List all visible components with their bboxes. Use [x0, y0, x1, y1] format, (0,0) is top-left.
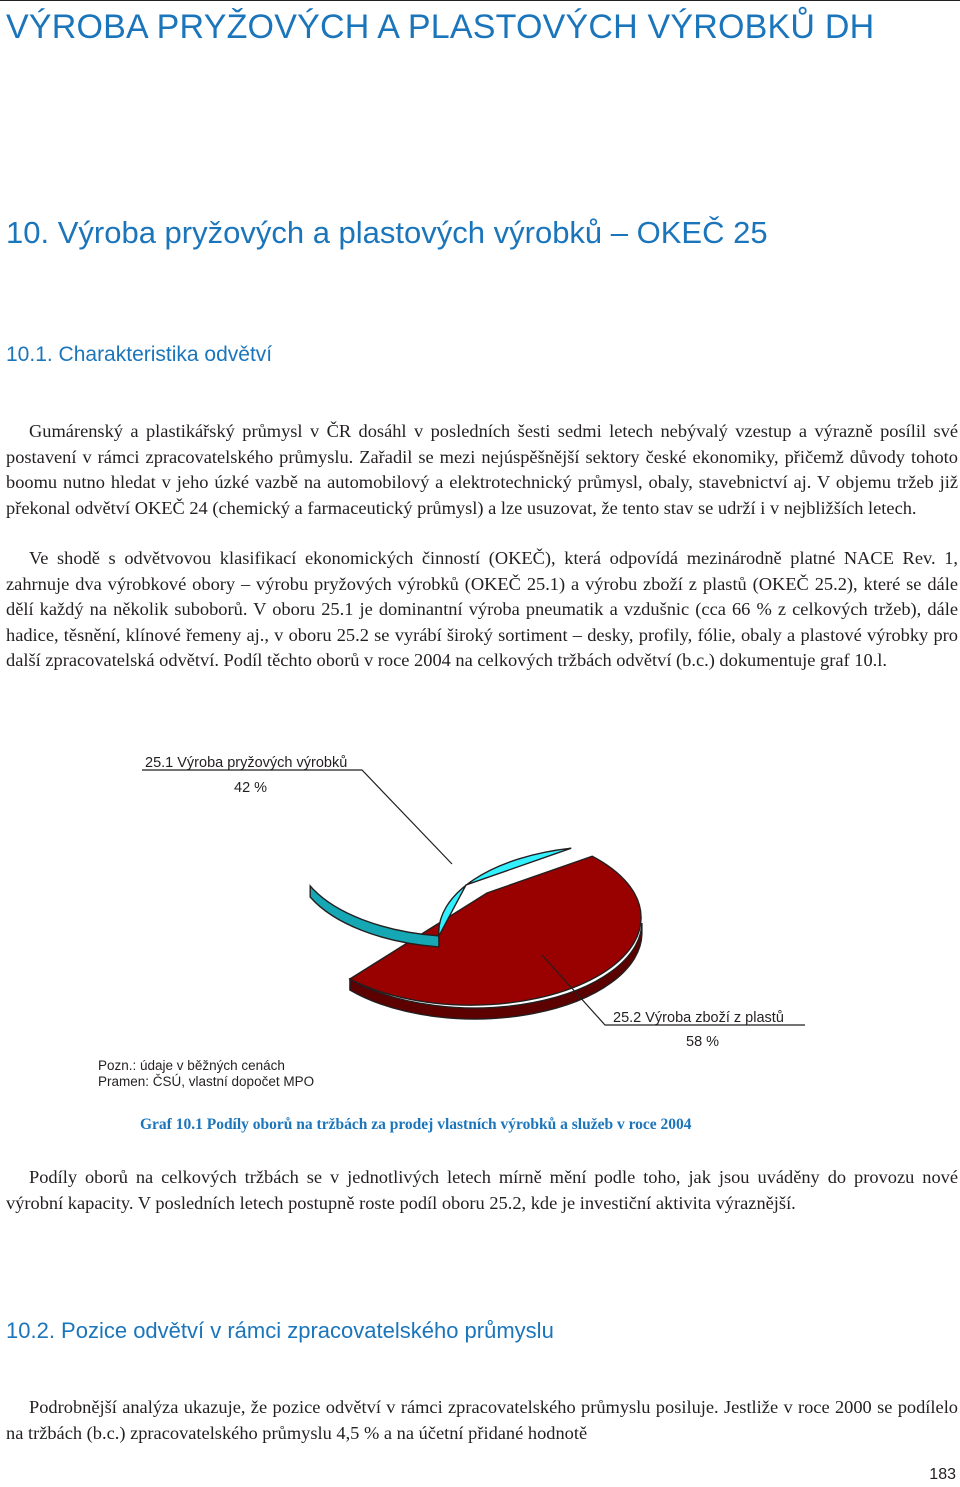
paragraph-intro: Gumárenský a plastikářský průmysl v ČR dosáhl v posledních šesti sedmi letech nebývalý vzestup a výrazně posílil své postavení v rámci zpracovatelského průmyslu. Zařadil se mezi nejúspěšnější sektory české ekonomiky, přičemž důvody tohoto boomu nutno hledat v jeho úzké vazbě na automobilový a elektrotechnický průmysl, obaly, stavebnictví aj. V objemu tržeb již překonal odvětví OKEČ 24 (chemický a farmaceutický průmysl) a lze usuzovat, že tento stav se udrží i v nejbližších letech.: [6, 421, 958, 518]
slice-value-plastics: 58 %: [686, 1034, 720, 1050]
page-number: 183: [929, 1466, 956, 1483]
leader-line-rubber: [142, 770, 452, 864]
slice-label-plastics: 25.2 Výroba zboží z plastů: [613, 1010, 784, 1026]
pie-slice-side-rubber: [310, 886, 439, 947]
paragraph-classification: Ve shodě s odvětvovou klasifikací ekonomických činností (OKEČ), která odpovídá mezinárodně platné NACE Rev. 1, zahrnuje dva výrobkové obory – výrobu pryžových výrobků (OKEČ 25.1) a výrobu zboží z plastů (OKEČ 25.2), které se dále dělí každý na několik suboborů. V oboru 25.1 je dominantní výroba pneumatik a vzdušnic (cca 66 % z celkových tržeb), dále hadice, těsnění, klínové řemeny aj., v oboru 25.2 se vyrábí široký sortiment – desky, profily, fólie, obaly a plastové výrobky pro další zpracovatelská odvětví. Podíl těchto oborů v roce 2004 na celkových tržbách odvětví (b.c.) dokumentuje graf 10.l.: [6, 548, 958, 671]
section-title-position: 10.2. Pozice odvětví v rámci zpracovatelského průmyslu: [6, 1318, 554, 1343]
section-title-characteristics: 10.1. Charakteristika odvětví: [6, 343, 273, 366]
chart-source: Pramen: ČSÚ, vlastní dopočet MPO: [98, 1074, 315, 1089]
paragraph-shares: Podíly oborů na celkových tržbách se v jednotlivých letech mírně mění podle toho, jak jsou uváděny do provozu nové výrobní kapacity. V posledních letech postupně roste podíl oboru 25.2, kde je investiční aktivita výraznější.: [6, 1167, 958, 1213]
chart-caption: Graf 10.1 Podíly oborů na tržbách za prodej vlastních výrobků a služeb v roce 2004: [140, 1116, 692, 1133]
pie-chart: [0, 740, 960, 1112]
slice-label-rubber: 25.1 Výroba pryžových výrobků: [145, 755, 348, 771]
slice-value-rubber: 42 %: [234, 780, 268, 796]
running-head: VÝROBA PRYŽOVÝCH A PLASTOVÝCH VÝROBKŮ DH: [6, 8, 875, 46]
header-rule: [0, 0, 960, 7]
chart-note: Pozn.: údaje v běžných cenách: [98, 1058, 285, 1073]
chapter-title: 10. Výroba pryžových a plastových výrobků – OKEČ 25: [6, 215, 768, 250]
paragraph-analysis: Podrobnější analýza ukazuje, že pozice odvětví v rámci zpracovatelského průmyslu posiluje. Jestliže v roce 2000 se podílelo na tržbách (b.c.) zpracovatelského průmyslu 4,5 % a na účetní přidané hodnotě: [6, 1397, 958, 1443]
